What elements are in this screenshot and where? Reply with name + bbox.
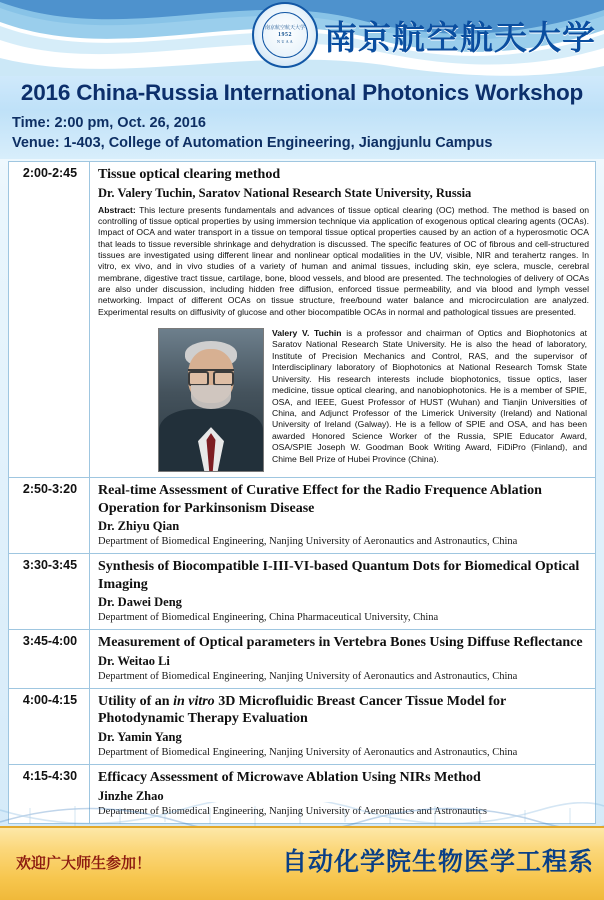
schedule-table — [8, 161, 596, 824]
session-time: 2:50-3:20 — [9, 478, 90, 554]
university-name: 南京航空航天大学 — [324, 20, 596, 57]
abstract-label: Abstract: — [98, 204, 136, 215]
speaker-portrait-photo — [158, 328, 264, 472]
bio-name: Valery V. Tuchin — [272, 328, 342, 339]
talk-affiliation: Department of Biomedical Engineering, Nanjing University of Aeronautics and Astronautics, China — [98, 536, 518, 548]
session-time: 4:15-4:30 — [9, 765, 90, 824]
page-title: 2016 China-Russia International Photonics Workshop — [20, 80, 584, 105]
speaker-bio-text — [272, 328, 587, 465]
seal-en-text: N U A A — [277, 39, 293, 45]
talk-title: Synthesis of Biocompatible I-III-VI-based Quantum Dots for Biomedical Optical Imaging — [98, 559, 580, 592]
talk-title — [98, 693, 589, 728]
table-row — [9, 478, 596, 554]
abstract-text: This lecture presents fundamentals and advances of tissue optical clearing (OC) method. The method is based on controlling of tissue optical properties by using immersion technique via application of exogenous optical clearing agents (OCAs). Impact of OCA and water transport in a tissue on temporal tissue optical properties caused by an action of a hyperosmotic OCA that leads to tissue reversible shrinkage and dehydration is discussed. The specific features of OC of fibrous and cell-structured tissues are investigated using different linear and nonlinear optical modalities in the UV, visible, NIR and terahertz ranges. In vitro, ex vivo, and in vivo studies of a variety of human and animal tissues, including skin, eye sclera, muscle, cerebral membrane, digestive tract tissue, cartilage, bone, blood vessels, and blood are presented. The technologies of delivery of OCAs are also under discussion, including hidden free diffusion, enforced tissue permeability, and via blood and lymph vessel networking. Impact of different OCAs on tissue structure, free/bound water balance and microcirculation are analyzed. Experimental results on diffusivity of glucose and other biocompatible OCAs in normal and pathological tissues are presented. — [98, 204, 590, 317]
talk-speaker: Dr. Yamin Yang — [98, 729, 182, 744]
session-cell — [90, 478, 596, 554]
session-time: 2:00-2:45 — [9, 162, 90, 478]
dna-helix-decoration — [0, 802, 604, 828]
nuaa-seal-icon — [252, 2, 318, 68]
talk-affiliation: Department of Biomedical Engineering, China Pharmaceutical University, China — [98, 612, 439, 624]
seal-year: 1952 — [278, 31, 292, 38]
event-meta — [0, 110, 604, 159]
session-time: 3:45-4:00 — [9, 630, 90, 689]
footer-department-name: 自动化学院生物医学工程系 — [281, 849, 594, 876]
talk-speaker: Dr. Valery Tuchin, Saratov National Research State University, Russia — [98, 185, 472, 200]
talk-title: Measurement of Optical parameters in Vertebra Bones Using Diffuse Reflectance — [98, 635, 583, 651]
poster-footer — [0, 826, 604, 900]
table-row — [9, 554, 596, 630]
event-time: Time: 2:00 pm, Oct. 26, 2016 — [12, 115, 206, 131]
talk-title-part1: Utility of an — [98, 693, 174, 709]
poster-header — [0, 0, 604, 76]
session-cell — [90, 162, 596, 478]
table-row — [9, 162, 596, 478]
talk-title: Tissue optical clearing method — [98, 167, 281, 183]
session-cell — [90, 688, 596, 764]
talk-speaker: Dr. Zhiyu Qian — [98, 519, 180, 534]
talk-affiliation: Department of Biomedical Engineering, Nanjing University of Aeronautics and Astronautics, China — [98, 670, 518, 682]
talk-speaker: Dr. Dawei Deng — [98, 595, 182, 610]
talk-affiliation: Department of Biomedical Engineering, Nanjing University of Aeronautics and Astronautics, China — [98, 746, 518, 758]
talk-title: Efficacy Assessment of Microwave Ablation Using NIRs Method — [98, 770, 481, 786]
talk-affiliation: Department of Biomedical Engineering, Nanjing University of Aeronautics and Astronautics — [98, 805, 487, 817]
session-cell — [90, 630, 596, 689]
bio-body: is a professor and chairman of Optics and Biophotonics at Saratov National Research State University. He is also the head of laboratory, Institute of Precision Mechanics and Control, RAS, and the supervisor of Interdisciplinary laboratory of Biophotonics at National Research Tomsk State University. His research interests include biophotonics, tissue optics, laser medicine, tissue optical clearing, and nanobiophotonics. He is a member of SPIE, OSA, and IEEE, Guest Professor of HUST (Wuhan) and Tianjin Universities of China, and Adjunct Professor of the Limerick University (Ireland) and National University of Ireland (Galway). He is a fellow of SPIE and OSA, and has been awarded Honored Science Worker of the Russia, SPIE Educator Award, OSA/SPIE Joseph W. Goodman Book Writing Award, FiDiPro (Finland), and Chime Bell Prize of Hubei Province (China). — [272, 328, 587, 464]
university-logo-group — [252, 2, 596, 68]
talk-title: Real-time Assessment of Curative Effect for the Radio Frequence Ablation Operation for Parkinsonism Disease — [98, 483, 542, 516]
talk-title-italic: in vitro — [173, 693, 215, 709]
session-time: 4:00-4:15 — [9, 688, 90, 764]
workshop-title-bar — [0, 76, 604, 110]
seal-cn-text: 南京航空航天大学 — [264, 25, 305, 31]
talk-abstract — [98, 205, 589, 318]
talk-title-part2: 3D Microfluidic Breast Cancer Tissue Model for Photodynamic Therapy Evaluation — [98, 693, 506, 727]
talk-speaker: Dr. Weitao Li — [98, 653, 170, 668]
footer-welcome-text: 欢迎广大师生参加！ — [16, 856, 152, 872]
session-cell — [90, 554, 596, 630]
table-row — [9, 630, 596, 689]
table-row — [9, 688, 596, 764]
speaker-bio-row — [98, 328, 589, 472]
talk-speaker: Jinzhe Zhao — [98, 788, 164, 803]
event-venue: Venue: 1-403, College of Automation Engineering, Jiangjunlu Campus — [12, 134, 493, 151]
session-time: 3:30-3:45 — [9, 554, 90, 630]
